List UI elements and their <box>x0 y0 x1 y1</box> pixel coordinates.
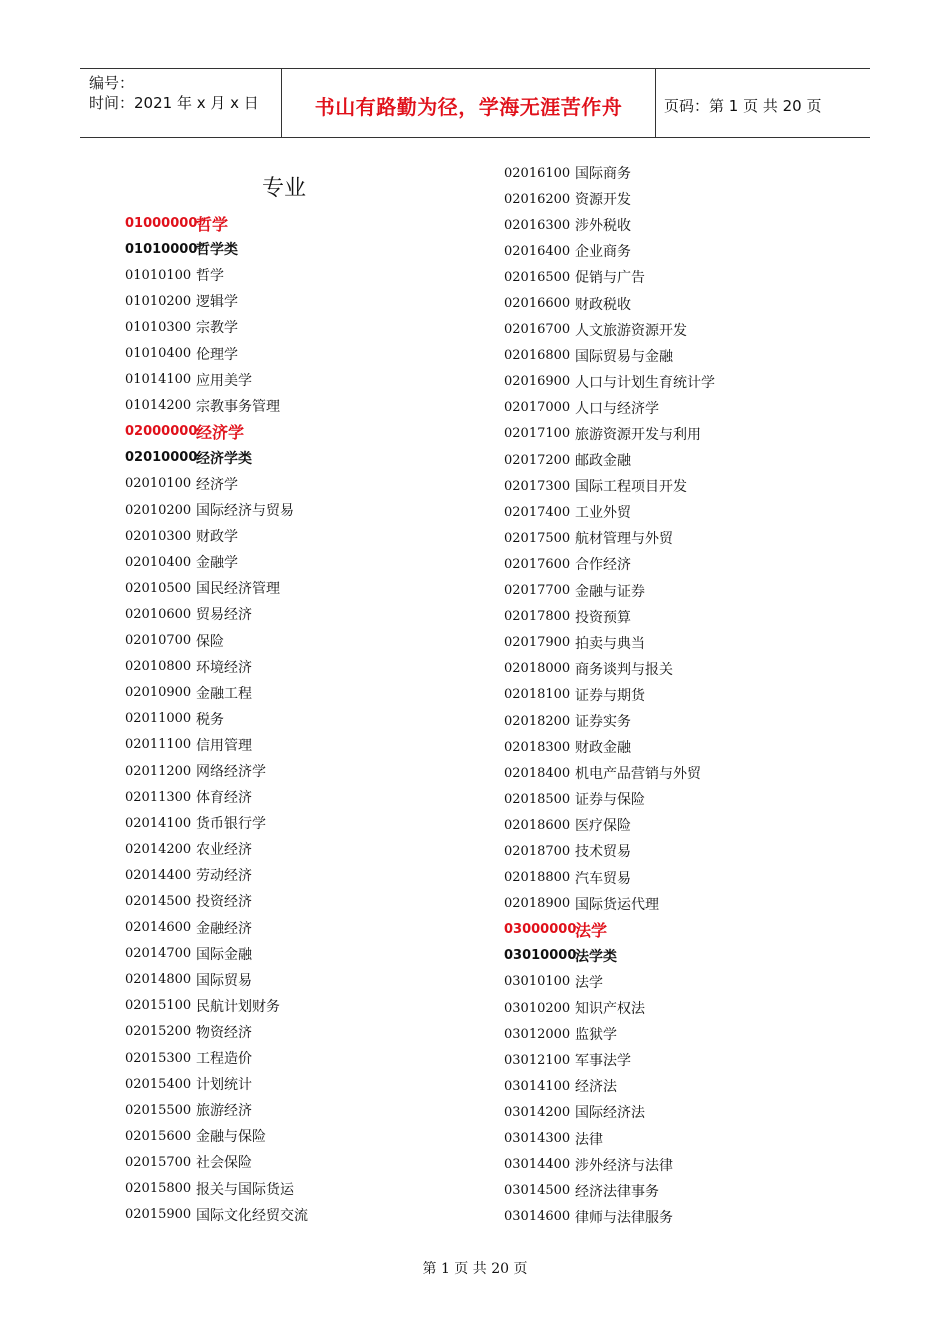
major-name: 国际金融 <box>196 946 252 963</box>
major-code: 01014200 <box>125 398 192 414</box>
major-code: 02010800 <box>125 659 192 675</box>
major-code: 02016500 <box>504 269 571 285</box>
major-code: 01010300 <box>125 319 192 335</box>
major-name: 国际工程项目开发 <box>575 479 687 496</box>
major-name: 金融工程 <box>196 685 252 702</box>
major-code: 01010200 <box>125 293 192 309</box>
major-name: 人口与经济学 <box>575 400 659 417</box>
major-code: 02010100 <box>125 476 192 492</box>
major-code: 02017000 <box>504 400 571 416</box>
page-header <box>80 68 870 138</box>
major-name: 货币银行学 <box>196 816 266 833</box>
major-name: 经济学类 <box>196 450 252 467</box>
list-item <box>125 784 308 810</box>
major-name: 民航计划财务 <box>196 998 280 1015</box>
category-heading <box>125 236 308 262</box>
major-name: 宗教事务管理 <box>196 398 280 415</box>
major-code: 02010500 <box>125 580 192 596</box>
list-item <box>504 551 715 577</box>
major-name: 经济学 <box>196 423 245 443</box>
major-code: 02014600 <box>125 920 192 936</box>
major-code: 02015300 <box>125 1050 192 1066</box>
major-code: 02017700 <box>504 583 571 599</box>
list-item <box>125 340 308 366</box>
list-item <box>125 1045 308 1071</box>
major-name: 保险 <box>196 633 224 650</box>
major-name: 金融与证券 <box>575 583 645 600</box>
list-item <box>125 888 308 914</box>
list-item <box>504 395 715 421</box>
major-code: 02014200 <box>125 841 192 857</box>
major-name: 国际商务 <box>575 166 631 183</box>
major-name: 逻辑学 <box>196 294 238 311</box>
major-code: 02010700 <box>125 633 192 649</box>
list-item <box>504 760 715 786</box>
list-item <box>125 732 308 758</box>
major-code: 02018700 <box>504 843 571 859</box>
major-name: 证券实务 <box>575 714 631 731</box>
major-code: 02018400 <box>504 765 571 781</box>
major-code: 02016900 <box>504 374 571 390</box>
major-name: 经济学 <box>196 476 238 493</box>
list-item <box>504 1178 715 1204</box>
major-code: 02018100 <box>504 687 571 703</box>
list-item <box>504 473 715 499</box>
list-item <box>504 369 715 395</box>
major-name: 财政学 <box>196 529 238 546</box>
major-name: 监狱学 <box>575 1027 617 1044</box>
major-name: 合作经济 <box>575 557 631 574</box>
major-code: 03014100 <box>504 1078 571 1094</box>
major-name: 国际经济与贸易 <box>196 503 294 520</box>
major-name: 机电产品营销与外贸 <box>575 766 701 783</box>
list-item <box>504 604 715 630</box>
major-name: 经济法 <box>575 1079 617 1096</box>
list-item <box>504 1073 715 1099</box>
list-item <box>504 1204 715 1230</box>
major-name: 金融经济 <box>196 920 252 937</box>
list-item <box>125 314 308 340</box>
major-name: 伦理学 <box>196 346 238 363</box>
page-footer: 第 1 页 共 20 页 <box>422 1261 528 1277</box>
list-item <box>504 290 715 316</box>
major-name: 国际文化经贸交流 <box>196 1207 308 1224</box>
major-name: 涉外税收 <box>575 218 631 235</box>
list-item <box>504 995 715 1021</box>
list-item <box>125 862 308 888</box>
list-item <box>125 680 308 706</box>
list-item <box>504 1047 715 1073</box>
major-code: 02016200 <box>504 191 571 207</box>
major-name: 航材管理与外贸 <box>575 531 673 548</box>
major-code: 02018200 <box>504 713 571 729</box>
major-name: 法学 <box>575 974 603 991</box>
major-code: 01010400 <box>125 346 192 362</box>
major-code: 03010100 <box>504 974 571 990</box>
major-name: 律师与法律服务 <box>575 1209 673 1226</box>
major-code: 02011200 <box>125 763 192 779</box>
major-code: 03000000 <box>504 922 577 938</box>
major-name: 旅游资源开发与利用 <box>575 426 701 443</box>
list-item <box>125 393 308 419</box>
major-code: 02014800 <box>125 972 192 988</box>
discipline-heading <box>125 210 308 236</box>
major-code: 02015800 <box>125 1181 192 1197</box>
major-name: 商务谈判与报关 <box>575 661 673 678</box>
list-item <box>125 810 308 836</box>
major-name: 人文旅游资源开发 <box>575 322 687 339</box>
major-name: 邮政金融 <box>575 453 631 470</box>
major-code: 02015600 <box>125 1128 192 1144</box>
list-item <box>125 628 308 654</box>
major-name: 知识产权法 <box>575 1001 645 1018</box>
major-code: 01000000 <box>125 215 198 231</box>
major-name: 投资预算 <box>575 609 631 626</box>
list-item <box>125 601 308 627</box>
list-item <box>504 682 715 708</box>
major-name: 人口与计划生育统计学 <box>575 374 715 391</box>
major-name: 国际经济法 <box>575 1105 645 1122</box>
major-code: 02016300 <box>504 217 571 233</box>
major-code: 02018800 <box>504 870 571 886</box>
major-name: 社会保险 <box>196 1155 252 1172</box>
major-code: 01014100 <box>125 372 192 388</box>
major-name: 报关与国际货运 <box>196 1181 294 1198</box>
list-item <box>504 1099 715 1125</box>
major-name: 税务 <box>196 711 224 728</box>
list-item <box>125 915 308 941</box>
list-item <box>125 941 308 967</box>
list-item <box>504 1152 715 1178</box>
list-item <box>125 549 308 575</box>
major-code: 02015700 <box>125 1154 192 1170</box>
list-item <box>125 575 308 601</box>
major-code: 02010200 <box>125 502 192 518</box>
major-code: 02010600 <box>125 606 192 622</box>
major-code: 02015100 <box>125 998 192 1014</box>
list-item <box>504 1021 715 1047</box>
major-name: 国际贸易与金融 <box>575 348 673 365</box>
major-code: 02017900 <box>504 635 571 651</box>
list-item <box>125 967 308 993</box>
major-name: 金融学 <box>196 555 238 572</box>
category-heading <box>125 445 308 471</box>
major-name: 财政金融 <box>575 740 631 757</box>
major-name: 资源开发 <box>575 192 631 209</box>
date-line: 时间：2021 年 x 月 x 日 <box>89 94 259 112</box>
major-code: 02014700 <box>125 946 192 962</box>
list-item <box>504 838 715 864</box>
major-name: 网络经济学 <box>196 764 266 781</box>
major-name: 农业经济 <box>196 842 252 859</box>
major-code: 02016700 <box>504 322 571 338</box>
major-code: 02010400 <box>125 554 192 570</box>
major-name: 法学 <box>575 921 608 941</box>
major-name: 环境经济 <box>196 659 252 676</box>
list-item <box>504 421 715 447</box>
major-code: 01010000 <box>125 241 198 257</box>
list-item <box>504 186 715 212</box>
list-item <box>125 1149 308 1175</box>
list-item <box>125 288 308 314</box>
major-name: 证券与期货 <box>575 687 645 704</box>
major-name: 国民经济管理 <box>196 581 280 598</box>
major-code: 02017100 <box>504 426 571 442</box>
list-item <box>504 969 715 995</box>
major-code: 03014600 <box>504 1209 571 1225</box>
major-list-right-column <box>504 160 715 1230</box>
major-code: 02017500 <box>504 530 571 546</box>
list-item <box>504 865 715 891</box>
major-name: 旅游经济 <box>196 1103 252 1120</box>
major-name: 财政税收 <box>575 296 631 313</box>
major-name: 宗教学 <box>196 320 238 337</box>
major-code: 02018300 <box>504 739 571 755</box>
major-code: 03014500 <box>504 1183 571 1199</box>
list-item <box>504 238 715 264</box>
major-name: 法学类 <box>575 948 617 965</box>
list-item <box>125 1175 308 1201</box>
list-item <box>504 578 715 604</box>
list-item <box>504 343 715 369</box>
major-code: 02017400 <box>504 504 571 520</box>
major-name: 信用管理 <box>196 737 252 754</box>
major-code: 02016600 <box>504 296 571 312</box>
list-item <box>125 262 308 288</box>
major-name: 技术贸易 <box>575 844 631 861</box>
list-item <box>504 656 715 682</box>
major-name: 哲学 <box>196 214 229 234</box>
list-item <box>504 212 715 238</box>
major-name: 企业商务 <box>575 244 631 261</box>
list-item <box>125 758 308 784</box>
major-code: 02016800 <box>504 348 571 364</box>
header-motto: 书山有路勤为径，学海无涯苦作舟 <box>282 69 656 137</box>
list-item <box>125 836 308 862</box>
major-name: 汽车贸易 <box>575 870 631 887</box>
major-code: 02018600 <box>504 817 571 833</box>
major-code: 02010000 <box>125 450 198 466</box>
major-code: 02011100 <box>125 737 192 753</box>
list-item <box>125 1123 308 1149</box>
major-code: 03014300 <box>504 1131 571 1147</box>
list-item <box>125 367 308 393</box>
major-code: 02000000 <box>125 424 198 440</box>
major-code: 02018000 <box>504 661 571 677</box>
major-name: 哲学类 <box>196 242 238 259</box>
major-code: 02010300 <box>125 528 192 544</box>
category-heading <box>504 943 715 969</box>
header-meta <box>80 69 282 137</box>
major-code: 03010000 <box>504 948 577 964</box>
list-item <box>125 1019 308 1045</box>
list-item <box>125 1097 308 1123</box>
list-item <box>504 630 715 656</box>
major-list-left-column <box>125 210 308 1228</box>
major-name: 法律 <box>575 1131 603 1148</box>
major-code: 03012000 <box>504 1026 571 1042</box>
major-code: 02018500 <box>504 791 571 807</box>
major-name: 工业外贸 <box>575 505 631 522</box>
major-name: 哲学 <box>196 268 224 285</box>
major-code: 02016100 <box>504 165 571 181</box>
number-label: 编号： <box>89 74 135 92</box>
list-item <box>504 734 715 760</box>
major-name: 国际贸易 <box>196 972 252 989</box>
major-name: 金融与保险 <box>196 1129 266 1146</box>
major-name: 投资经济 <box>196 894 252 911</box>
list-item <box>504 264 715 290</box>
major-name: 证券与保险 <box>575 792 645 809</box>
list-item <box>504 786 715 812</box>
discipline-heading <box>504 917 715 943</box>
major-code: 02015500 <box>125 1102 192 1118</box>
discipline-heading <box>125 419 308 445</box>
major-name: 贸易经济 <box>196 607 252 624</box>
major-code: 01010100 <box>125 267 192 283</box>
list-item <box>504 447 715 473</box>
major-name: 涉外经济与法律 <box>575 1157 673 1174</box>
major-code: 02015400 <box>125 1076 192 1092</box>
major-name: 经济法律事务 <box>575 1183 659 1200</box>
major-code: 03012100 <box>504 1052 571 1068</box>
major-code: 02014500 <box>125 893 192 909</box>
major-name: 劳动经济 <box>196 868 252 885</box>
major-name: 军事法学 <box>575 1053 631 1070</box>
major-code: 02016400 <box>504 243 571 259</box>
major-code: 02018900 <box>504 896 571 912</box>
major-code: 02014100 <box>125 815 192 831</box>
page-title: 专业 <box>262 176 307 201</box>
list-item <box>125 706 308 732</box>
major-code: 02017600 <box>504 556 571 572</box>
list-item <box>125 1071 308 1097</box>
major-code: 03010200 <box>504 1000 571 1016</box>
major-code: 02017300 <box>504 478 571 494</box>
major-name: 体育经济 <box>196 790 252 807</box>
major-name: 医疗保险 <box>575 818 631 835</box>
list-item <box>504 1125 715 1151</box>
major-name: 物资经济 <box>196 1024 252 1041</box>
major-code: 02017200 <box>504 452 571 468</box>
major-code: 02014400 <box>125 867 192 883</box>
list-item <box>504 812 715 838</box>
major-name: 应用美学 <box>196 372 252 389</box>
list-item <box>125 1202 308 1228</box>
header-page-info: 页码：第 1 页 共 20 页 <box>664 96 822 115</box>
major-code: 03014400 <box>504 1157 571 1173</box>
major-code: 02011000 <box>125 711 192 727</box>
list-item <box>504 499 715 525</box>
major-code: 02011300 <box>125 789 192 805</box>
list-item <box>504 891 715 917</box>
major-code: 02015200 <box>125 1024 192 1040</box>
major-name: 计划统计 <box>196 1077 252 1094</box>
major-code: 02017800 <box>504 609 571 625</box>
major-name: 国际货运代理 <box>575 896 659 913</box>
list-item <box>504 708 715 734</box>
list-item <box>125 993 308 1019</box>
list-item <box>504 160 715 186</box>
list-item <box>125 471 308 497</box>
major-code: 03014200 <box>504 1104 571 1120</box>
major-name: 促销与广告 <box>575 270 645 287</box>
list-item <box>125 497 308 523</box>
list-item <box>504 317 715 343</box>
list-item <box>125 523 308 549</box>
major-code: 02010900 <box>125 685 192 701</box>
list-item <box>125 654 308 680</box>
major-name: 工程造价 <box>196 1051 252 1068</box>
list-item <box>504 525 715 551</box>
major-code: 02015900 <box>125 1207 192 1223</box>
major-name: 拍卖与典当 <box>575 635 645 652</box>
